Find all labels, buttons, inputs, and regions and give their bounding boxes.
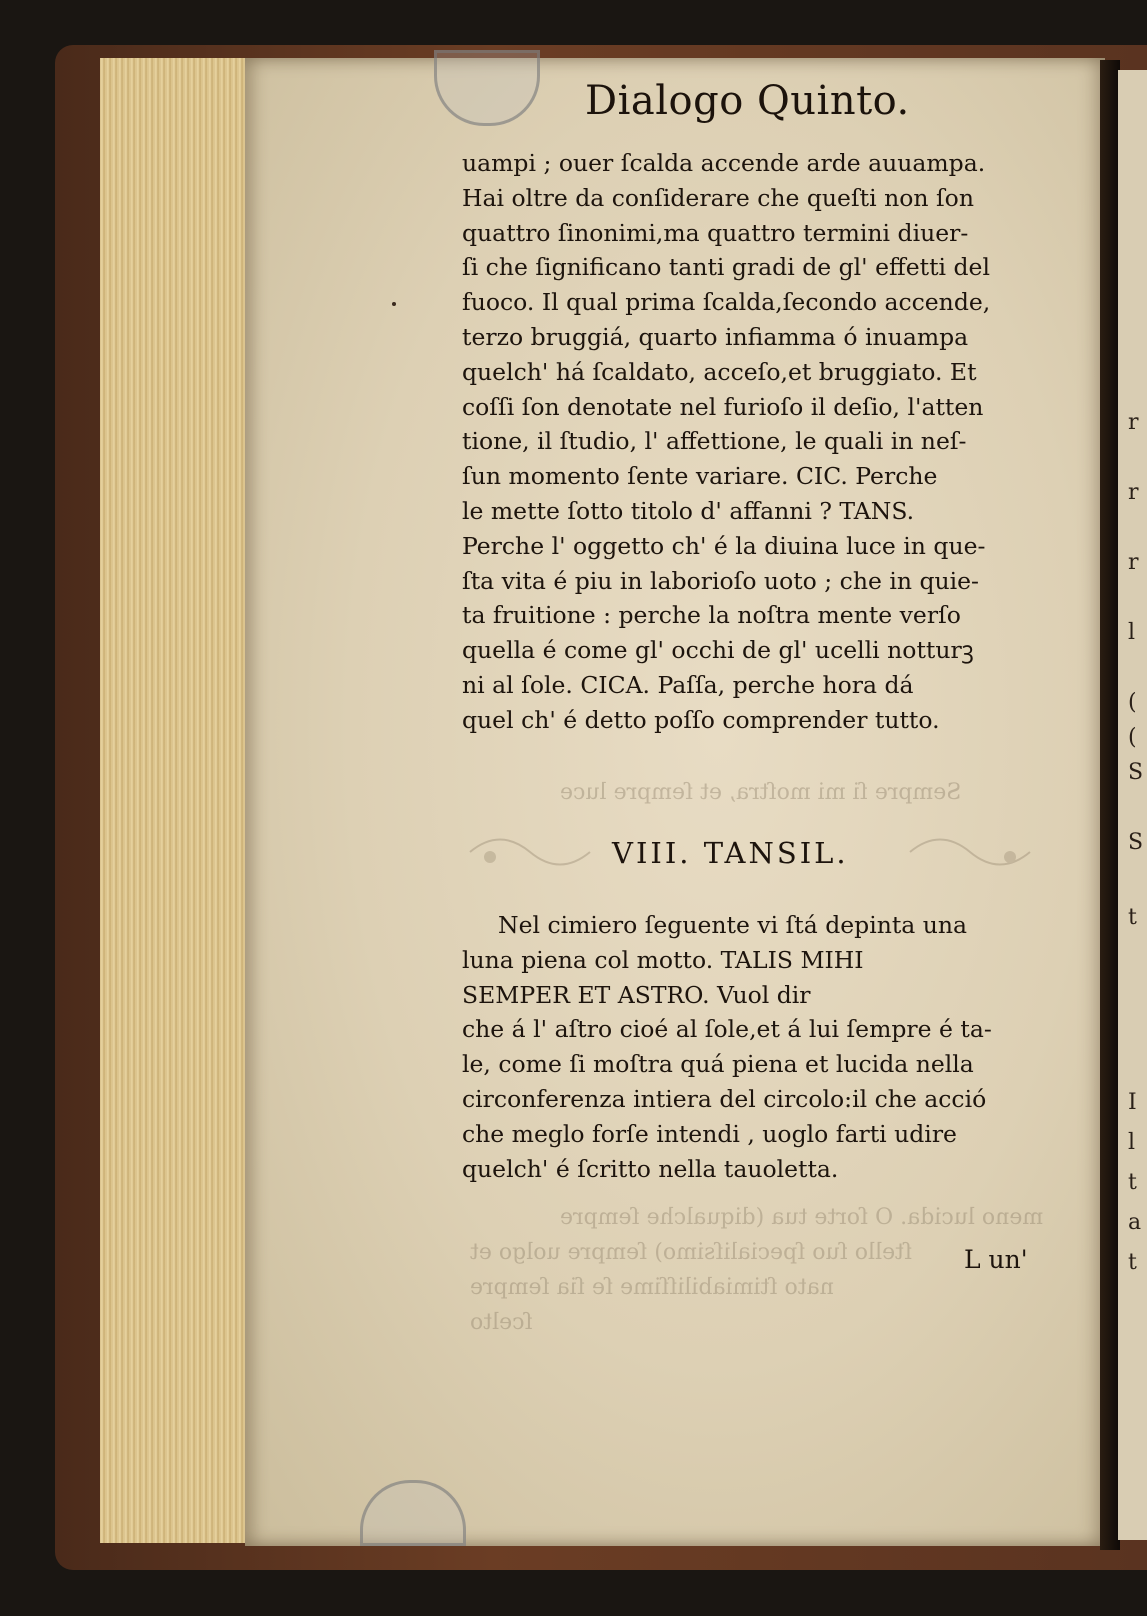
text-line: quattro ſinonimi,ma quattro termini diuer- xyxy=(462,218,969,247)
show-through-text: nato ſtimiabiliſſime ſe ſia ſempre xyxy=(470,1275,834,1300)
page-edges xyxy=(100,58,250,1543)
text-line: quelch' há ſcaldato, acceſo,et bruggiato. Et xyxy=(462,357,977,386)
text-line: ni al ſole. CICA. Paſſa, perche hora dá xyxy=(462,670,914,699)
text-line: Perche l' oggetto ch' é la diuina luce in que- xyxy=(462,531,986,560)
facing-page-glyph: a xyxy=(1128,1210,1142,1235)
text-line: coſſi ſon denotate nel furioſo il deſio, l'atten xyxy=(462,392,984,421)
section-heading: VIII. TANSIL. xyxy=(612,836,849,870)
facing-page-glyph: r xyxy=(1128,410,1139,435)
text-line: ſi che ſignificano tanti gradi de gl' effetti del xyxy=(462,253,990,282)
text-line: ſun momento ſente variare. CIC. Perche xyxy=(462,462,938,491)
facing-page-glyph: S xyxy=(1128,760,1144,785)
paragraph-2 xyxy=(462,908,1042,1186)
paragraph-1 xyxy=(462,146,1042,738)
text-line: terzo bruggiá, quarto infiamma ó inuampa xyxy=(462,322,969,351)
facing-page-glyph: t xyxy=(1128,1170,1137,1195)
text-line: uampi ; ouer ſcalda accende arde auuampa. xyxy=(462,149,986,177)
show-through-text: ſtello ſuo ſpecialiſsimo) ſempre uolgo et xyxy=(470,1240,913,1265)
facing-page-edge xyxy=(1118,70,1147,1540)
facing-page-glyph: r xyxy=(1128,550,1139,575)
book-gutter xyxy=(1100,60,1120,1550)
text-line: circonferenza intiera del circolo:il che acció xyxy=(462,1084,987,1113)
text-line: SEMPER ET ASTRO. Vuol dir xyxy=(462,980,811,1009)
text-line: che meglo forſe intendi , uoglo farti udire xyxy=(462,1119,957,1148)
facing-page-glyph: l xyxy=(1128,1130,1136,1155)
text-line: Nel cimiero ſeguente vi ſtá depinta una xyxy=(498,911,968,939)
text-line: le mette ſotto titolo d' affanni ? TANS. xyxy=(462,496,915,525)
text-line: che á l' aſtro cioé al ſole,et á lui ſempre é ta- xyxy=(462,1015,992,1044)
text-line: quella é come gl' occhi de gl' ucelli notturꝫ xyxy=(462,636,974,665)
facing-page-glyph: S xyxy=(1128,830,1144,855)
text-line: fuoco. Il qual prima ſcalda,ſecondo accende, xyxy=(462,288,991,317)
facing-page-glyph: t xyxy=(1128,1250,1137,1275)
text-line: Hai oltre da conſiderare che queſti non ſon xyxy=(462,183,974,212)
text-line: tione, il ſtudio, l' affettione, le quali in neſ- xyxy=(462,427,967,456)
text-line: le, come ſi moſtra quá piena et lucida nella xyxy=(462,1050,974,1079)
facing-page-glyph: ( xyxy=(1128,690,1137,715)
facing-page-glyph: r xyxy=(1128,480,1139,505)
text-line: quelch' é ſcritto nella tauoletta. xyxy=(462,1154,839,1183)
text-line: quel ch' é detto poſſo comprender tutto. xyxy=(462,705,940,734)
facing-page-glyph: I xyxy=(1128,1090,1137,1115)
show-through-text: meno lucida. O ſorte tua (diqualche ſempre xyxy=(560,1205,1044,1230)
show-through-text: ſcelto xyxy=(470,1310,533,1335)
margin-mark xyxy=(392,302,396,306)
facing-page-glyph: t xyxy=(1128,905,1137,930)
text-line: ta fruitione : perche la noſtra mente verſo xyxy=(462,601,961,630)
text-line: ſta vita é piu in laborioſo uoto ; che in quie- xyxy=(462,566,979,595)
text-line: luna piena col motto. TALIS MIHI xyxy=(462,945,864,974)
catchword: L un' xyxy=(964,1245,1028,1274)
facing-page-glyph: l xyxy=(1128,620,1136,645)
running-head: Dialogo Quinto. xyxy=(585,78,910,124)
show-through-text: Sempre ſi mi moſtra, et ſempre luce xyxy=(560,780,962,805)
facing-page-glyph: ( xyxy=(1128,725,1137,750)
